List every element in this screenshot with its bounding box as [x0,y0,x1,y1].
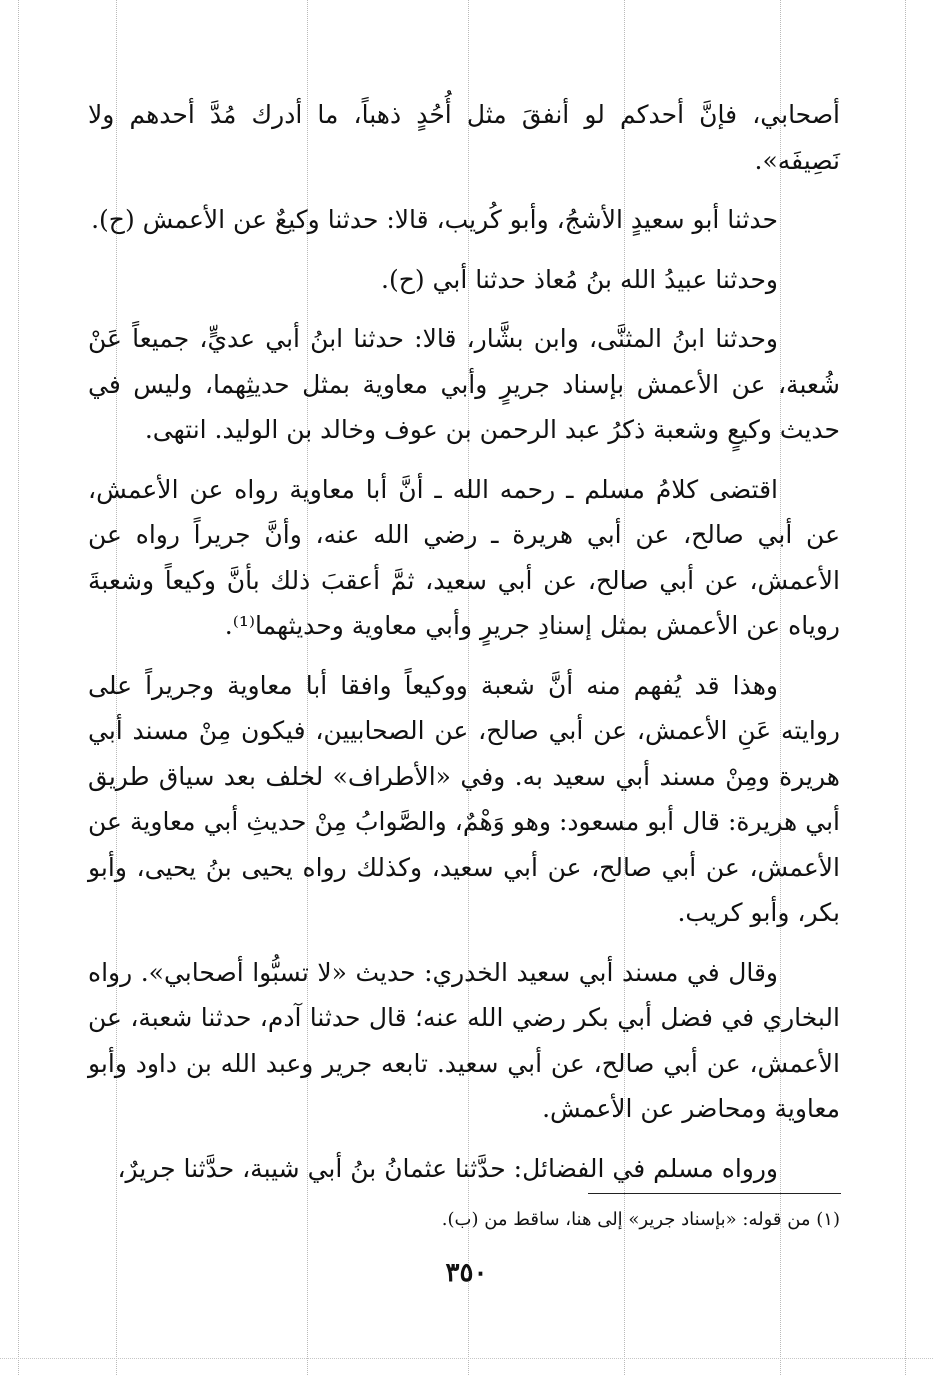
footnote-divider [588,1193,841,1194]
scan-guide-line [905,0,906,1375]
paragraph: أصحابي، فإنَّ أحدكم لو أنفقَ مثل أُحُدٍ ذهباً، ما أدرك مُدَّ أحدهم ولا نَصِيفَه». [88,100,840,175]
paragraph: ورواه مسلم في الفضائل: حدَّثنا عثمانُ بنُ أبي شيبة، حدَّثنا جريرٌ، [117,1153,778,1183]
paragraph: اقتضى كلامُ مسلم ـ رحمه الله ـ أنَّ أبا معاوية رواه عن الأعمش، عن أبي صالح، عن أبي هريرة ـ رضي الله عنه، وأنَّ جريراً رواه عن الأعمش، عن أبي صالح، عن أبي سعيد، ثمَّ أعقبَ ذلك بأنَّ وكيعاً وشعبةَ روياه عن الأعمش بمثل إسنادِ جريرٍ وأبي معاوية وحديثهما⁽¹⁾. [88,474,840,640]
page-number: ٣٥٠ [445,1258,488,1288]
paragraph: وحدثنا ابنُ المثنَّى، وابن بشَّار، قالا: حدثنا ابنُ أبي عديٍّ، جميعاً عَنْ شُعبة، عن الأعمش بإسناد جريرٍ وأبي معاوية بمثل حديثِهما، وليس في حديث وكيعٍ وشعبة ذكرُ عبد الرحمن بن عوف وخالد بن الوليد. انتهى. [88,324,840,444]
paragraph: حدثنا أبو سعيدٍ الأشجُ، وأبو كُريب، قالا: حدثنا وكيعٌ عن الأعمش (ح). [91,205,778,234]
footnote: (١) من قوله: «بإسناد جرير» إلى هنا، ساقط من (ب). [441,1209,840,1230]
paragraph: وحدثنا عبيدُ الله بنُ مُعاذ حدثنا أبي (ح). [381,264,778,294]
paragraph: وهذا قد يُفهم منه أنَّ شعبة ووكيعاً وافقا أبا معاوية وجريراً على روايته عَنِ الأعمش، عن أبي صالح، عن الصحابيين، فيكون مِنْ مسند أبي هريرة ومِنْ مسند أبي سعيد به. وفي «الأطراف» لخلف بعد سياق طريق أبي هريرة: قال أبو مسعود: وهو وَهْمٌ، والصَّوابُ مِنْ حديثِ أبي معاوية عن الأعمش، عن أبي صالح، عن أبي سعيد، وكذلك رواه يحيى بنُ يحيى، وأبو بكر، وأبو كريب. [88,670,840,927]
main-text [88,92,840,1205]
paragraph: وقال في مسند أبي سعيد الخدري: حديث «لا تسبُّوا أصحابي». رواه البخاري في فضل أبي بكر رضي الله عنه؛ قال حدثنا آدم، حدثنا شعبة، عن الأعمش، عن أبي صالح، عن أبي سعيد. تابعه جرير وعبد الله بن داود وأبو معاوية ومحاضر عن الأعمش. [88,957,840,1123]
scan-guide-line [0,1358,933,1359]
scan-guide-line [18,0,19,1375]
